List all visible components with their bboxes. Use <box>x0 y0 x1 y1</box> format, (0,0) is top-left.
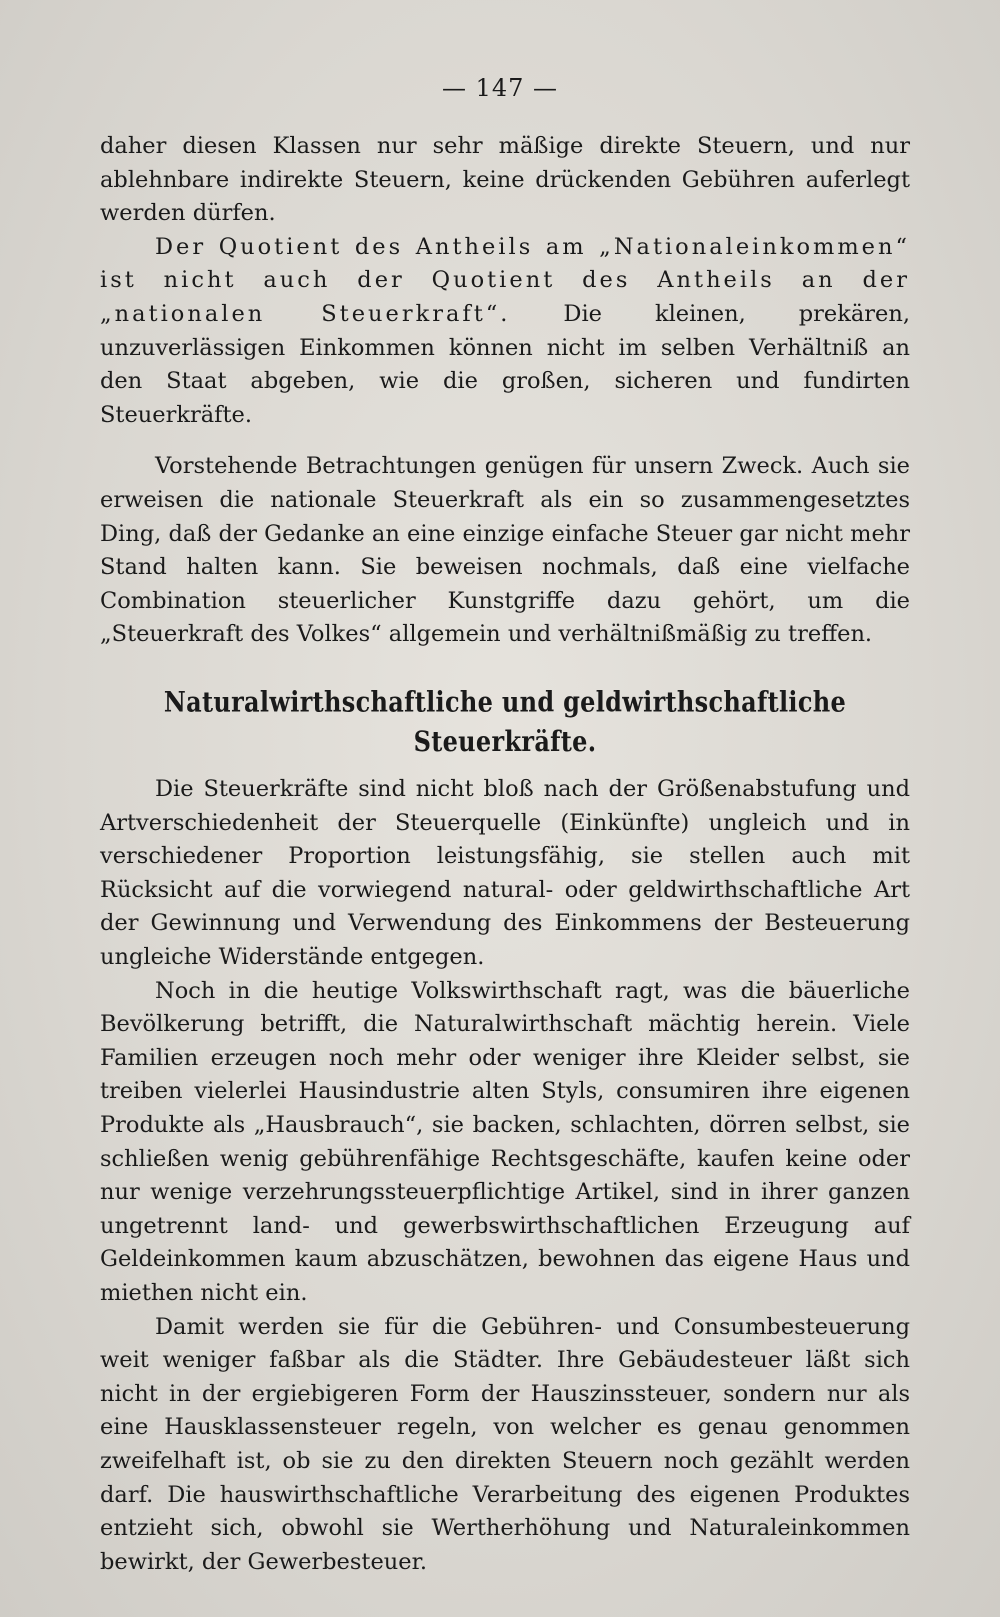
paragraph-1: daher diesen Klassen nur sehr mäßige direkte Steuern, und nur ablehnbare indirekte Steuern, keine drückenden Gebühren auferlegt werden dürfen. <box>100 133 910 227</box>
paragraph-2 <box>100 231 910 433</box>
paragraph-5: Noch in die heutige Volkswirthschaft ragt, was die bäuerliche Bevölkerung betrifft, die Naturalwirthschaft mächtig herein. Viele Familien erzeugen noch mehr oder weniger ihre Kleider selbst, sie treiben vielerlei Hausindustrie alten Styls, consumiren ihre eigenen Produkte als „Hausbrauch“, sie backen, schlachten, dörren selbst, sie schließen wenig gebührenfähige Rechtsgeschäfte, kaufen keine oder nur wenige verzehrungssteuerpflichtige Artikel, sind in ihrer ganzen ungetrennt land- und gewerbswirthschaftlichen Erzeugung auf Geldeinkommen kaum abzuschätzen, bewohnen das eigene Haus und miethen nicht ein. <box>100 977 910 1306</box>
page-number: — 147 — <box>441 74 559 102</box>
section-heading: Naturalwirthschaftliche und geldwirthschaftliche Steuerkräfte. <box>163 685 847 758</box>
paragraph-6: Damit werden sie für die Gebühren- und Consumbesteuerung weit weniger faßbar als die Städter. Ihre Gebäudesteuer läßt sich nicht in der ergiebigeren Form der Hauszinssteuer, sondern nur als eine Hausklassensteuer regeln, von welcher es genau genommen zweifelhaft ist, ob sie zu den direkten Steuern noch gezählt werden darf. Die hauswirthschaftliche Verarbeitung des eigenen Produktes entzieht sich, obwohl sie Wertherhöhung und Naturaleinkommen bewirkt, der Gewerbesteuer. <box>100 1313 910 1575</box>
spaced-emphasis: Der Quotient des Antheils am „Nationaleinkommen“ ist nicht auch der Quotient des Antheils an der „nationalen Steuerkraft“. <box>100 233 910 327</box>
page-body <box>100 130 910 1579</box>
paragraph-2-rest: Die kleinen, prekären, unzuverlässigen Einkommen können nicht im selben Verhältniß an den Staat abgeben, wie die großen, sicheren und fundirten Steuerkräfte. <box>100 300 910 428</box>
paragraph-4: Die Steuerkräfte sind nicht bloß nach der Größenabstufung und Artverschiedenheit der Steuerquelle (Einkünfte) ungleich und in verschiedener Proportion leistungsfähig, sie stellen auch mit Rücksicht auf die vorwiegend natural- oder geldwirthschaftliche Art der Gewinnung und Verwendung des Einkommens der Besteuerung ungleiche Widerstände entgegen. <box>100 776 910 971</box>
paragraph-3: Vorstehende Betrachtungen genügen für unsern Zweck. Auch sie erweisen die nationale Steuerkraft als ein so zusammengesetztes Ding, daß der Gedanke an eine einzige einfache Steuer gar nicht mehr Stand halten kann. Sie beweisen nochmals, daß eine vielfache Combination steuerlicher Kunstgriffe dazu gehört, um die „Steuerkraft des Volkes“ allgemein und verhältnißmäßig zu treffen. <box>100 453 910 648</box>
